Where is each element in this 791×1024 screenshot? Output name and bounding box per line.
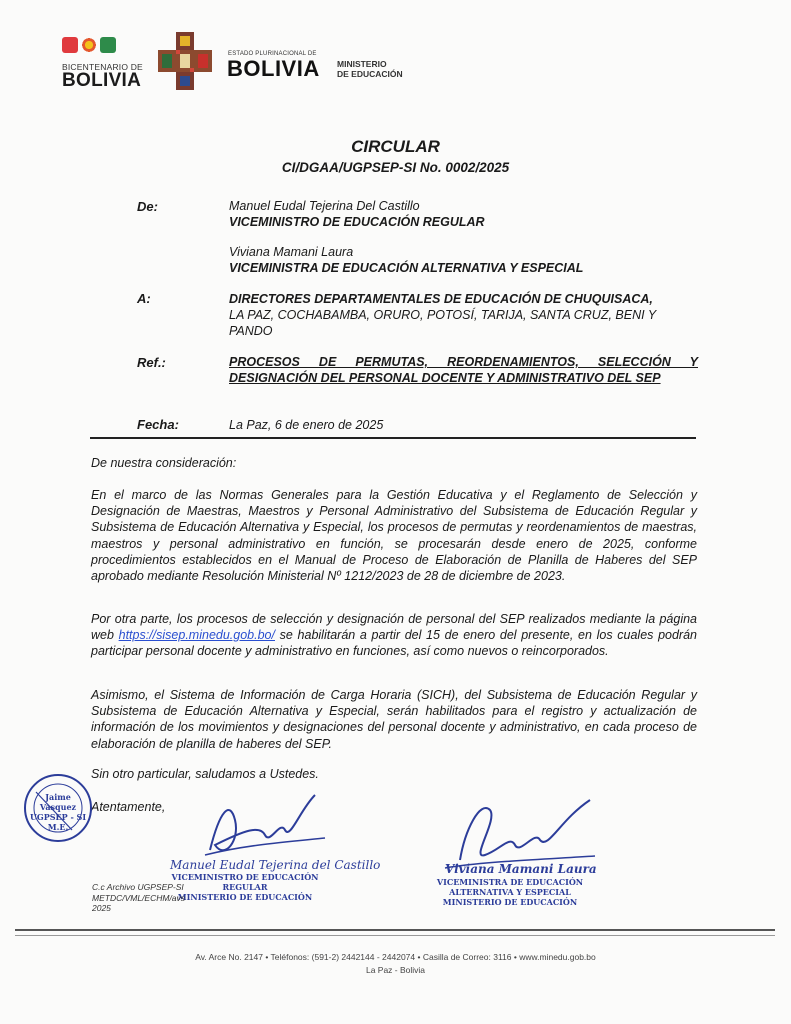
to-recipients-rest: LA PAZ, COCHABAMBA, ORURO, POTOSÍ, TARIJA, SANTA CRUZ, BENI Y PANDO xyxy=(229,308,656,338)
paragraph-3: Asimismo, el Sistema de Información de Carga Horaria (SICH), del Subsistema de Educación Regular y Subsistema de Educación Alternativa y Especial, serán habilitados para el registro y actualización de información de los movimientos y designaciones del personal docente y administrativo, en cada proceso de elaboración de planilla de haberes del SEP. xyxy=(91,688,697,751)
right-signatory-name: Viviana Mamani Laura xyxy=(445,862,597,876)
estado-plurinacional-label: ESTADO PLURINACIONAL DE xyxy=(228,51,317,57)
header-divider xyxy=(90,437,696,439)
footer-city: La Paz - Bolivia xyxy=(365,965,426,975)
bicentenario-main-label: BOLIVIA xyxy=(62,70,142,91)
ministerio-line-2: DE EDUCACIÓN xyxy=(337,69,403,79)
paragraph-1: En el marco de las Normas Generales para la Gestión Educativa y el Reglamento de Selección y Designación de Maestras, Maestros y Personal Administrativo del Subsistema de Educación Regular y Subsistema de Educación Alternativa y Especial, los procesos de permutas y reordenamientos de maestras, maestros y personal administrativo en función, se procesarán desde enero de 2025, conforme procedimientos establecidos en el Manual de Proceso de Elaboración de Planilla de Haberes del SEP aprobado mediante Resolución Ministerial Nº 1212/2023 de 28 de diciembre de 2023. xyxy=(91,488,697,584)
bicentenario-icon-2 xyxy=(81,37,97,53)
document-code: CI/DGAA/UGPSEP-SI No. 0002/2025 xyxy=(281,160,510,175)
from-2-name: Viviana Mamani Laura xyxy=(229,245,354,259)
paragraph-2 xyxy=(91,611,697,660)
left-title-1: VICEMINISTRO DE EDUCACIÓN REGULAR xyxy=(171,872,319,892)
ministerio-line-1: MINISTERIO xyxy=(337,59,387,69)
sisep-link[interactable]: https://sisep.minedu.gob.bo/ xyxy=(118,628,275,643)
bicentenario-icon-1 xyxy=(62,37,78,53)
footer-divider xyxy=(15,929,775,936)
document-title: CIRCULAR xyxy=(351,137,440,156)
ref-label: Ref.: xyxy=(137,355,166,370)
cc-line-2: METDC/VML/ECHM/avs xyxy=(92,892,186,903)
sign-off: Atentamente, xyxy=(91,800,166,814)
paragraph-2-end: se habilitarán a partir del 15 de enero del presente, en los cuales podrán participar personal docente y administrativo en funciones, así como nuevos o reincorporados. xyxy=(91,628,697,659)
seal-line-1: Jaime Vasquez xyxy=(39,792,77,812)
from-1-name: Manuel Eudal Tejerina Del Castillo xyxy=(229,199,420,213)
closing-line: Sin otro particular, saludamos a Ustedes. xyxy=(91,767,319,781)
ministerio-label xyxy=(337,59,403,79)
paragraph-2-start: Por otra parte, los procesos de selección y designación de personal del SEP realizados mediante la página web xyxy=(91,612,697,643)
date-value: La Paz, 6 de enero de 2025 xyxy=(229,418,384,432)
right-title-1: VICEMINISTRA DE EDUCACIÓN xyxy=(436,877,584,887)
from-2-title: VICEMINISTRA DE EDUCACIÓN ALTERNATIVA Y ESPECIAL xyxy=(229,261,584,275)
left-signatory-name: Manuel Eudal Tejerina del Castillo xyxy=(170,858,381,872)
from-1-title: VICEMINISTRO DE EDUCACIÓN REGULAR xyxy=(229,215,485,229)
seal-line-2: UGPSEP - SI xyxy=(29,812,87,822)
ref-text: PROCESOS DE PERMUTAS, REORDENAMIENTOS, SELECCIÓN Y DESIGNACIÓN DEL PERSONAL DOCENTE Y ADMINISTRATIVO DEL SEP xyxy=(229,355,698,385)
to-label: A: xyxy=(137,291,151,306)
to-recipients-bold: DIRECTORES DEPARTAMENTALES DE EDUCACIÓN DE CHUQUISACA, xyxy=(229,292,653,306)
bicentenario-icon-3 xyxy=(100,37,116,53)
bolivia-label: BOLIVIA xyxy=(227,56,320,81)
bicentenario-top-label: BICENTENARIO DE xyxy=(62,62,143,72)
left-title-2: MINISTERIO DE EDUCACIÓN xyxy=(177,892,313,902)
from-label: De: xyxy=(137,199,158,214)
from-block-1 xyxy=(229,198,698,230)
right-title-2: ALTERNATIVA Y ESPECIAL xyxy=(449,887,571,897)
chakana-emblem-icon xyxy=(156,30,214,92)
cc-line-3: 2025 xyxy=(92,903,111,913)
right-title-3: MINISTERIO DE EDUCACIÓN xyxy=(442,897,578,907)
to-block xyxy=(229,291,698,339)
cc-line-1: C.c Archivo UGPSEP-SI xyxy=(92,882,184,892)
greeting: De nuestra consideración: xyxy=(91,456,237,470)
date-label: Fecha: xyxy=(137,417,179,432)
seal-line-3: M.E. xyxy=(47,822,69,832)
right-signatory-titles xyxy=(425,877,595,907)
bicentenario-logo-icons xyxy=(62,37,116,53)
carbon-copy xyxy=(92,882,185,914)
seal-text xyxy=(28,792,88,832)
from-block-2 xyxy=(229,244,698,276)
footer-address: Av. Arce No. 2147 • Teléfonos: (591-2) 2442144 - 2442074 • Casilla de Correo: 3116 • www.minedu.gob.bo xyxy=(195,952,596,962)
left-signatory-titles xyxy=(160,872,330,902)
